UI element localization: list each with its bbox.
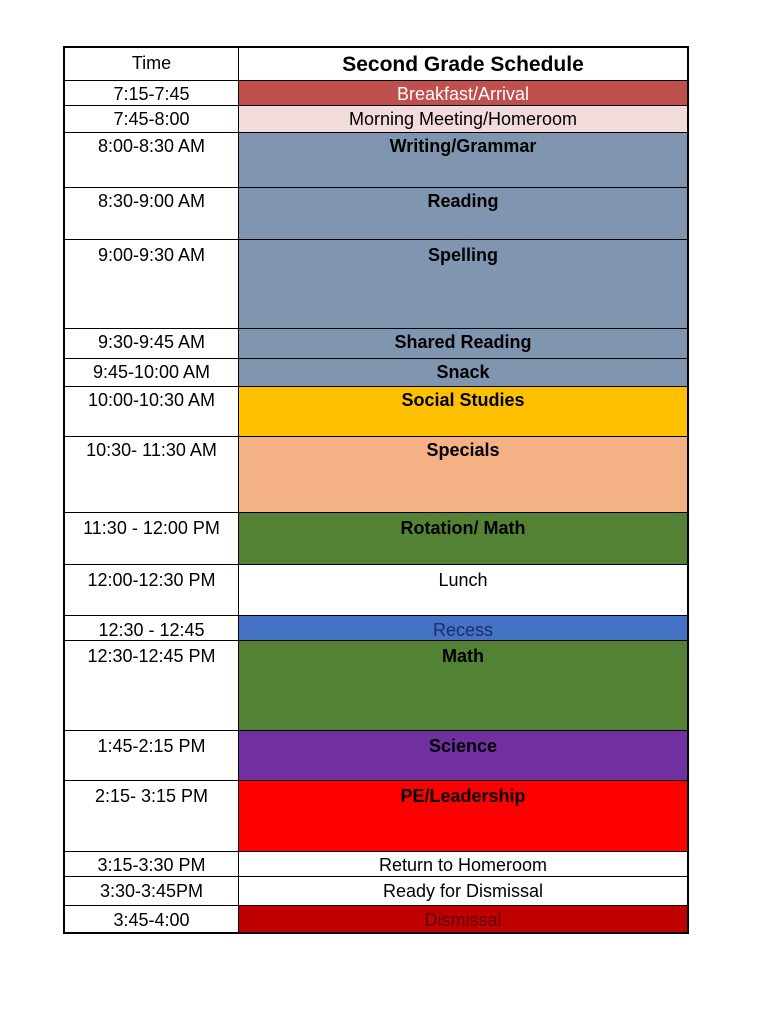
schedule-row: [63, 616, 689, 641]
time-cell: 7:15-7:45: [63, 81, 239, 106]
time-cell: 9:00-9:30 AM: [63, 240, 239, 329]
schedule-row: [63, 731, 689, 781]
schedule-title: Second Grade Schedule: [239, 46, 689, 81]
schedule-row: [63, 877, 689, 906]
schedule-row: [63, 513, 689, 565]
time-cell: 12:30 - 12:45: [63, 616, 239, 641]
schedule-row: [63, 781, 689, 852]
schedule-row: [63, 641, 689, 731]
time-cell: 7:45-8:00: [63, 106, 239, 133]
activity-cell: Lunch: [239, 565, 689, 616]
activity-cell: Science: [239, 731, 689, 781]
schedule-rows: [63, 81, 689, 934]
schedule-row: [63, 133, 689, 188]
time-cell: 9:30-9:45 AM: [63, 329, 239, 359]
time-cell: 3:15-3:30 PM: [63, 852, 239, 877]
time-cell: 8:30-9:00 AM: [63, 188, 239, 240]
time-cell: 9:45-10:00 AM: [63, 359, 239, 387]
time-cell: 3:30-3:45PM: [63, 877, 239, 906]
activity-cell: Return to Homeroom: [239, 852, 689, 877]
time-column-header: Time: [63, 46, 239, 81]
schedule-table: [63, 46, 689, 934]
time-cell: 2:15- 3:15 PM: [63, 781, 239, 852]
activity-cell: Math: [239, 641, 689, 731]
schedule-row: [63, 437, 689, 513]
schedule-row: [63, 188, 689, 240]
activity-cell: Shared Reading: [239, 329, 689, 359]
activity-cell: Specials: [239, 437, 689, 513]
activity-cell: Rotation/ Math: [239, 513, 689, 565]
header-row: [63, 46, 689, 81]
schedule-row: [63, 852, 689, 877]
schedule-row: [63, 906, 689, 934]
activity-cell: Snack: [239, 359, 689, 387]
schedule-row: [63, 329, 689, 359]
schedule-row: [63, 240, 689, 329]
schedule-row: [63, 565, 689, 616]
activity-cell: Reading: [239, 188, 689, 240]
schedule-row: [63, 106, 689, 133]
activity-cell: Ready for Dismissal: [239, 877, 689, 906]
time-cell: 3:45-4:00: [63, 906, 239, 934]
time-cell: 8:00-8:30 AM: [63, 133, 239, 188]
schedule-row: [63, 387, 689, 437]
schedule-row: [63, 359, 689, 387]
activity-cell: Breakfast/Arrival: [239, 81, 689, 106]
time-cell: 12:30-12:45 PM: [63, 641, 239, 731]
time-cell: 11:30 - 12:00 PM: [63, 513, 239, 565]
schedule-row: [63, 81, 689, 106]
activity-cell: Morning Meeting/Homeroom: [239, 106, 689, 133]
activity-cell: PE/Leadership: [239, 781, 689, 852]
activity-cell: Spelling: [239, 240, 689, 329]
time-cell: 10:00-10:30 AM: [63, 387, 239, 437]
activity-cell: Social Studies: [239, 387, 689, 437]
activity-cell: Writing/Grammar: [239, 133, 689, 188]
time-cell: 1:45-2:15 PM: [63, 731, 239, 781]
time-cell: 10:30- 11:30 AM: [63, 437, 239, 513]
activity-cell: Recess: [239, 616, 689, 641]
activity-cell: Dismissal: [239, 906, 689, 934]
time-cell: 12:00-12:30 PM: [63, 565, 239, 616]
